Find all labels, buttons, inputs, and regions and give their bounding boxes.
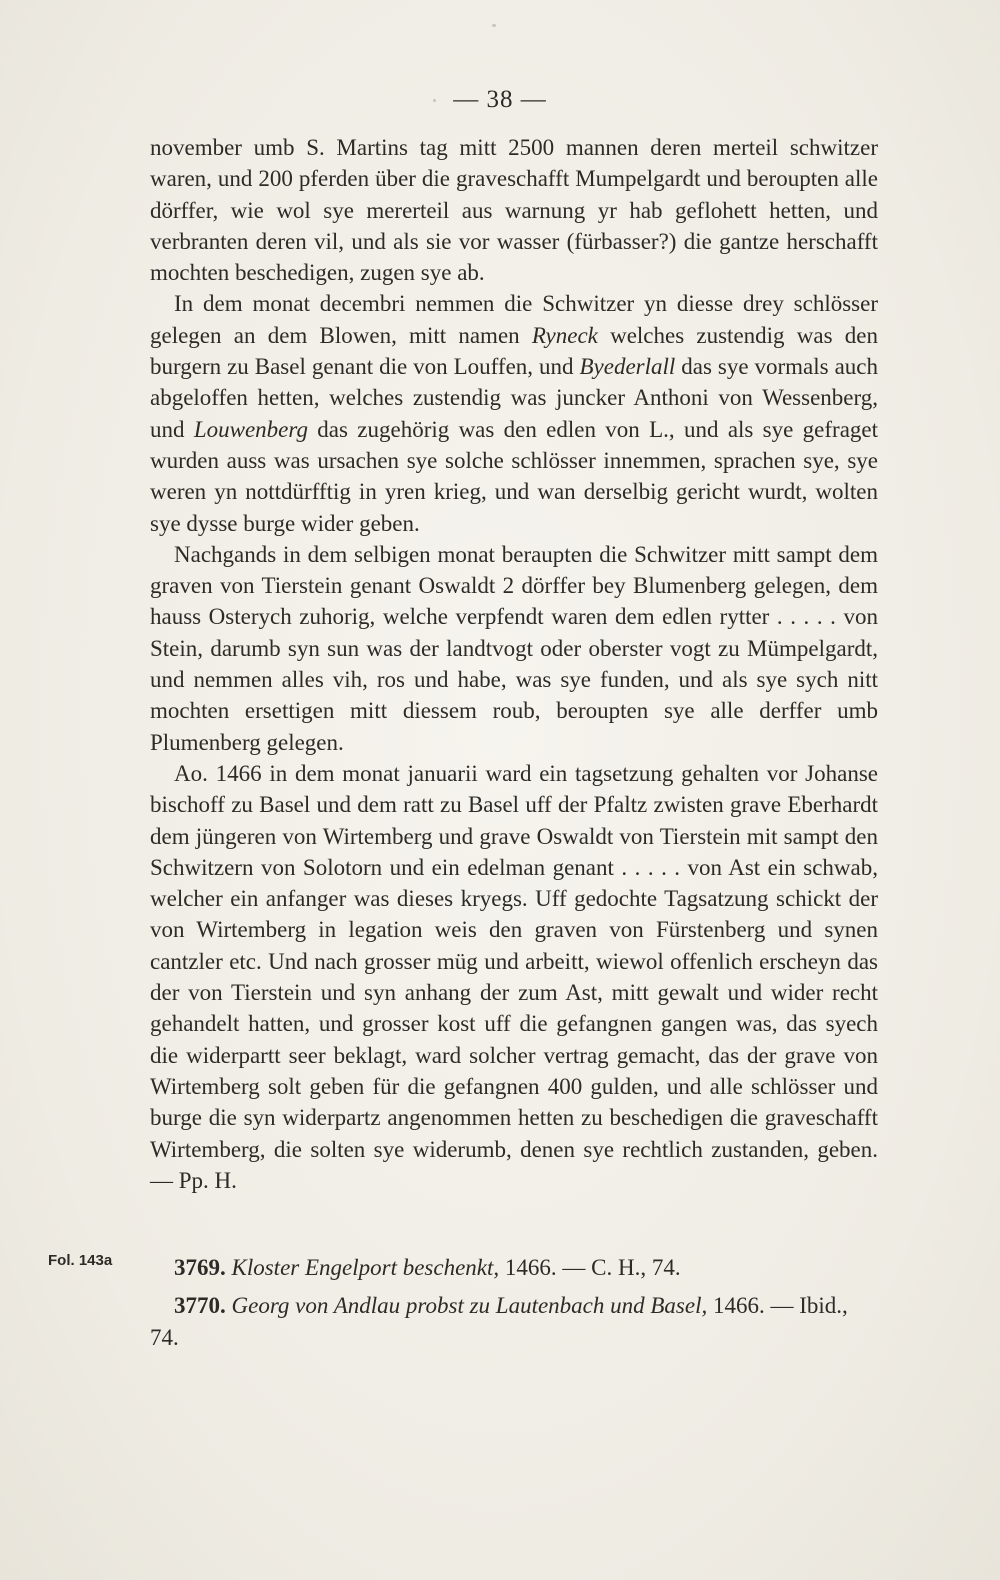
paragraph-2-part-3: das sye vormals auch abgeloffen hetten, welches zustendig was juncker Anthoni von Wessenberg, und xyxy=(150,354,878,442)
entry-number: 3769. xyxy=(174,1255,226,1280)
entries xyxy=(150,1252,878,1360)
paper-speck xyxy=(492,24,496,27)
paragraph-2 xyxy=(150,288,878,538)
entry-number: 3770. xyxy=(174,1293,226,1318)
page-number: — 38 — xyxy=(453,86,547,113)
paragraph-4: Ao. 1466 in dem monat januarii ward ein tagsetzung gehalten vor Johanse bischoff zu Basel und dem ratt zu Basel uff der Pfaltz zwisten grave Eberhardt dem jüngeren von Wirtemberg und grave Oswaldt von Tierstein mit sampt den Schwitzern von Solotorn und ein edelman genant . . . . . von Ast ein schwab, welcher ein anfanger was dieses kryegs. Uff gedochte Tagsatzung schickt der von Wirtemberg in legation weis den graven von Fürstenberg und synen cantzler etc. Und nach grosser müg und arbeitt, wiewol offenlich erscheyn das der von Tierstein und syn anhang der zum Ast, mitt gewalt und wider recht gehandelt hatten, und grosser kost uff die gefangnen gangen was, das syech die widerpartt seer beklagt, ward solcher vertrag gemacht, das der grave von Wirtemberg solt geben für die gefangnen 400 gulden, und alle schlösser und burge die syn widerpartz angenommen hetten zu beschedigen die graveschafft Wirtemberg, die solten sye widerumb, denen sye rechtlich zustanden, geben. — Pp. H. xyxy=(150,760,878,1193)
entry-3769 xyxy=(150,1252,878,1284)
paragraph-2-part-4: das zugehörig was den edlen von L., und als sye gefraget wurden auss was ursachen sye solche schlösser innemmen, sprachen sye, sye weren yn nottdürfftig in yren krieg, und wan derselbig gericht wurdt, wolten sye dysse burge wider geben. xyxy=(150,416,878,536)
entry-title: Kloster Engelport beschenkt, xyxy=(231,1255,500,1280)
paragraph-2-part-1: In dem monat decembri nemmen die Schwitzer yn diesse drey schlösser gelegen an dem Blowen, mitt namen xyxy=(150,291,878,348)
paragraph-3: Nachgands in dem selbigen monat beraupten die Schwitzer mitt sampt dem graven von Tierstein genant Oswaldt 2 dörffer bey Blumenberg gelegen, dem hauss Osterych zuhorig, welche verpfendt waren dem edlen rytter . . . . . von Stein, darumb syn sun was der landtvogt oder oberster vogt zu Mümpelgardt, und nemmen alles vih, ros und habe, was sye funden, und als sye sych nitt mochten ersettigen mitt diessem roub, beroupten sye alle derffer umb Plumenberg gelegen. xyxy=(150,541,878,755)
paper-speck xyxy=(433,99,436,102)
body-text xyxy=(150,132,878,1196)
place-name-ryneck: Ryneck xyxy=(531,322,598,348)
margin-note-folio: Fol. 143a xyxy=(48,1252,113,1269)
place-name-byederlall: Byederlall xyxy=(579,354,676,380)
paragraph-2-part-2: welches zustendig was den burgern zu Basel genant die von Louffen, und xyxy=(150,322,878,380)
paragraph-1: november umb S. Martins tag mitt 2500 mannen deren merteil schwitzer waren, und 200 pferden über die graveschafft Mumpelgardt und beroupten alle dörffer, wie wol sye mererteil aus warnung yr hab geflohett hetten, und verbranten deren vil, und als sie vor wasser (fürbasser?) die gantze herschafft mochten beschedigen, zugen sye ab. xyxy=(150,135,878,286)
entry-title: Georg von Andlau probst zu Lautenbach und Basel, xyxy=(231,1293,708,1318)
entry-3770 xyxy=(150,1290,878,1354)
entry-reference: 1466. — Ibid., 74. xyxy=(150,1293,848,1350)
entry-reference: 1466. — C. H., 74. xyxy=(499,1255,681,1280)
place-name-louwenberg: Louwenberg xyxy=(193,416,308,442)
